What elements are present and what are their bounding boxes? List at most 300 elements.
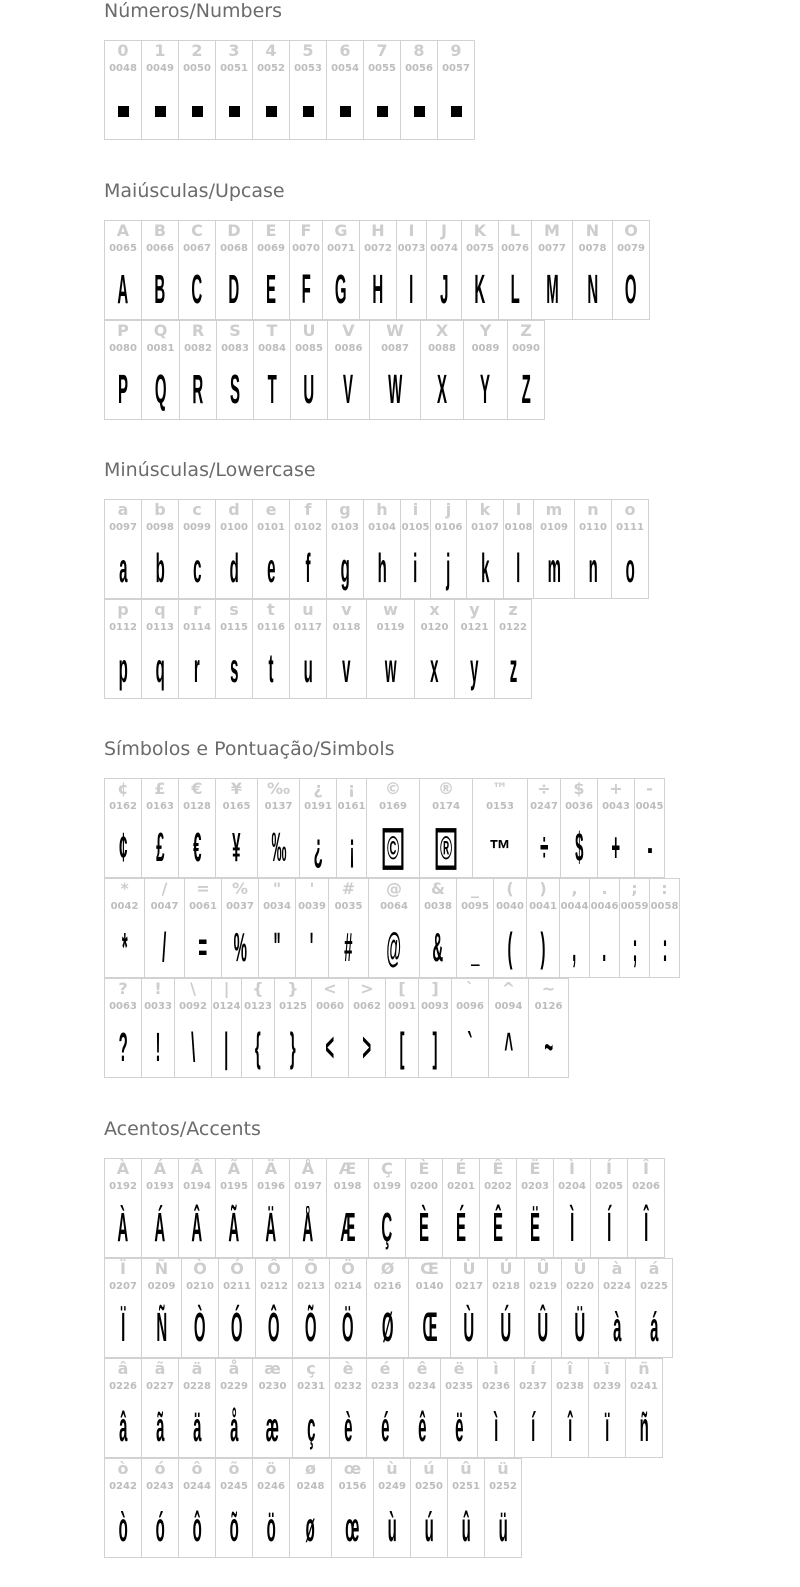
font-glyph — [142, 821, 178, 877]
character-code: 0216 — [373, 1281, 402, 1292]
glyph-sample: W — [387, 368, 403, 413]
font-glyph — [323, 263, 359, 319]
glyph-cell — [311, 978, 349, 1078]
glyph-cell — [327, 320, 370, 420]
glyph-sample: - — [647, 826, 652, 871]
glyph-cell — [252, 40, 290, 140]
glyph-cell — [141, 1358, 179, 1458]
glyph-sample: í — [530, 1406, 536, 1451]
font-glyph — [253, 83, 289, 139]
font-glyph — [478, 1401, 514, 1457]
glyph-sample: Ê — [492, 1206, 503, 1251]
font-glyph — [573, 263, 612, 319]
font-glyph — [636, 1301, 672, 1357]
font-glyph — [620, 921, 649, 977]
font-glyph — [473, 821, 527, 877]
character-code: 0137 — [264, 801, 293, 812]
character-code: 0220 — [566, 1281, 594, 1292]
reference-character: è — [342, 1359, 354, 1378]
character-code: 0087 — [381, 343, 409, 354]
reference-character: z — [508, 600, 518, 619]
glyph-sample: € — [192, 826, 202, 871]
glyph-sample: Ë — [529, 1206, 540, 1251]
glyph-cell — [215, 499, 253, 599]
character-code: 0211 — [223, 1281, 251, 1292]
reference-character: 9 — [450, 41, 462, 60]
glyph-sample: ^ — [504, 1026, 513, 1071]
glyph-cell — [104, 320, 142, 420]
glyph-sample: S — [229, 368, 240, 413]
font-glyph — [185, 921, 221, 977]
glyph-row — [104, 220, 650, 320]
reference-character: ; — [631, 879, 638, 898]
reference-character: 0 — [117, 41, 129, 60]
character-code: 0060 — [316, 1001, 344, 1012]
character-code: 0039 — [298, 901, 326, 912]
font-glyph — [300, 821, 336, 877]
glyph-sample: # — [344, 926, 353, 971]
glyph-sample: & — [432, 926, 444, 971]
font-glyph — [259, 921, 295, 977]
glyph-cell — [289, 499, 327, 599]
glyph-sample: Ä — [265, 1206, 277, 1251]
missing-glyph-square-icon — [377, 106, 388, 117]
font-glyph — [175, 1021, 211, 1077]
reference-character: Ä — [264, 1159, 278, 1178]
font-glyph — [179, 1501, 215, 1557]
character-code: 0163 — [146, 801, 174, 812]
font-glyph — [552, 1401, 588, 1457]
glyph-sample: ó — [155, 1506, 165, 1551]
glyph-sample: ÷ — [539, 826, 549, 871]
glyph-cell — [322, 220, 360, 320]
character-code: 0224 — [603, 1281, 631, 1292]
character-code: 0217 — [455, 1281, 483, 1292]
reference-character: ¡ — [347, 779, 356, 798]
character-code: 0080 — [109, 343, 137, 354]
glyph-cell — [430, 499, 467, 599]
font-glyph — [179, 83, 215, 139]
font-glyph — [529, 1021, 568, 1077]
font-glyph — [142, 542, 178, 598]
reference-character: ( — [506, 879, 514, 898]
character-code: 0058 — [650, 901, 679, 912]
glyph-cell — [348, 978, 386, 1078]
glyph-sample: | — [224, 1026, 229, 1071]
reference-character: œ — [343, 1459, 362, 1478]
reference-character: l — [515, 500, 522, 519]
glyph-cell — [178, 220, 216, 320]
glyph-cell — [215, 1458, 253, 1558]
character-code: 0110 — [579, 522, 607, 533]
glyph-cell — [336, 778, 367, 878]
font-glyph — [364, 542, 400, 598]
font-glyph — [349, 1021, 385, 1077]
glyph-cell — [252, 220, 290, 320]
character-code: 0035 — [334, 901, 363, 912]
glyph-sample: Ñ — [156, 1306, 167, 1351]
font-glyph — [180, 363, 216, 419]
glyph-cell — [241, 978, 275, 1078]
glyph-cell — [498, 220, 532, 320]
glyph-cell — [451, 978, 489, 1078]
glyph-sample: m — [547, 547, 561, 592]
reference-character: , — [571, 879, 578, 898]
character-code: 0065 — [109, 243, 137, 254]
character-code: 0091 — [388, 1001, 416, 1012]
reference-character: ‰ — [266, 779, 291, 798]
font-glyph — [327, 83, 363, 139]
character-code: 0054 — [331, 63, 359, 74]
reference-character: ø — [305, 1459, 316, 1478]
glyph-cell — [289, 40, 327, 140]
reference-character: W — [386, 321, 404, 340]
glyph-sample: ™ — [488, 834, 512, 864]
font-glyph — [598, 821, 634, 877]
glyph-cell — [531, 220, 573, 320]
character-code: 0108 — [504, 522, 533, 533]
font-glyph — [367, 1301, 408, 1357]
character-code: 0119 — [376, 622, 405, 633]
character-code: 0082 — [184, 343, 212, 354]
character-code: 0198 — [333, 1181, 362, 1192]
font-glyph — [534, 542, 574, 598]
reference-character: % — [231, 879, 249, 898]
font-glyph — [397, 263, 426, 319]
glyph-sample: z — [509, 647, 517, 692]
reference-character: F — [300, 221, 312, 240]
font-glyph — [293, 1401, 329, 1457]
reference-character: ì — [493, 1359, 499, 1378]
reference-character: À — [116, 1159, 130, 1178]
font-glyph — [431, 542, 466, 598]
glyph-cell — [289, 1158, 327, 1258]
font-glyph — [517, 1201, 553, 1257]
character-code: 0050 — [183, 63, 211, 74]
glyph-sample: õ — [229, 1506, 239, 1551]
glyph-sample: G — [335, 268, 347, 313]
glyph-cell — [328, 878, 369, 978]
font-glyph — [332, 1501, 373, 1557]
reference-character: V — [342, 321, 355, 340]
character-code: 0066 — [146, 243, 174, 254]
font-glyph — [495, 642, 531, 698]
glyph-sample: ¡ — [349, 826, 354, 871]
section-upcase — [0, 180, 800, 420]
glyph-cell — [400, 40, 438, 140]
reference-character: ê — [416, 1359, 428, 1378]
character-code: 0095 — [461, 901, 489, 912]
reference-character: H — [371, 221, 385, 240]
font-glyph — [367, 821, 419, 877]
glyph-cell — [178, 778, 216, 878]
reference-character: > — [360, 979, 374, 998]
glyph-sample: Ç — [381, 1206, 393, 1251]
glyph-sample: à — [612, 1306, 622, 1351]
font-glyph — [411, 1501, 447, 1557]
character-code: 0034 — [263, 901, 291, 912]
glyph-sample: ) — [540, 926, 546, 971]
glyph-sample: = — [198, 926, 208, 971]
glyph-cell — [420, 320, 464, 420]
glyph-cell — [252, 499, 290, 599]
font-glyph — [142, 1201, 178, 1257]
reference-character: p — [117, 600, 129, 619]
glyph-cell — [329, 1358, 367, 1458]
glyph-cell — [258, 878, 296, 978]
glyph-sample: H — [372, 268, 384, 313]
glyph-sample: ` — [467, 1026, 473, 1071]
reference-character: û — [460, 1459, 472, 1478]
reference-character: M — [544, 221, 560, 240]
glyph-cell — [295, 878, 329, 978]
glyph-sample: è — [343, 1406, 353, 1451]
reference-character: Ö — [341, 1259, 355, 1278]
font-glyph — [427, 263, 461, 319]
character-code: 0196 — [257, 1181, 285, 1192]
glyph-cell — [104, 1358, 142, 1458]
font-glyph — [105, 1501, 141, 1557]
character-code: 0210 — [186, 1281, 214, 1292]
character-code: 0165 — [222, 801, 251, 812]
glyph-sample: N — [587, 268, 598, 313]
reference-character: ó — [154, 1459, 166, 1478]
reference-character: K — [473, 221, 487, 240]
reference-character: - — [646, 779, 653, 798]
font-glyph — [528, 821, 560, 877]
font-glyph — [367, 642, 414, 698]
glyph-sample: P — [117, 368, 128, 413]
glyph-sample: n — [588, 547, 598, 592]
glyph-cell — [179, 320, 217, 420]
reference-character: Ç — [381, 1159, 393, 1178]
reference-character: æ — [264, 1359, 281, 1378]
font-glyph — [212, 1021, 241, 1077]
reference-character: ò — [117, 1459, 129, 1478]
font-glyph — [415, 642, 454, 698]
glyph-sample: + — [611, 826, 621, 871]
character-code: 0205 — [595, 1181, 623, 1192]
character-code: 0193 — [146, 1181, 174, 1192]
reference-character: a — [117, 500, 129, 519]
character-code: 0162 — [109, 801, 137, 812]
glyph-sample: U — [303, 368, 315, 413]
font-glyph — [254, 363, 290, 419]
glyph-cell — [141, 778, 179, 878]
glyph-cell — [292, 1358, 330, 1458]
font-glyph — [312, 1021, 348, 1077]
reference-character: Q — [153, 321, 168, 340]
glyph-sample: œ — [345, 1506, 360, 1551]
glyph-sample: M — [545, 268, 559, 313]
glyph-sample: V — [343, 368, 354, 413]
glyph-sample: v — [342, 647, 351, 692]
glyph-cell — [215, 220, 253, 320]
character-code: 0107 — [471, 522, 499, 533]
reference-character: * — [120, 879, 129, 898]
glyph-sample: ‰ — [271, 826, 286, 871]
glyph-cell — [396, 220, 427, 320]
glyph-sample: J — [439, 268, 449, 313]
font-glyph — [182, 1301, 218, 1357]
reference-character: 5 — [302, 41, 314, 60]
reference-character: È — [418, 1159, 430, 1178]
glyph-cell — [178, 599, 216, 699]
character-code: 0248 — [296, 1481, 325, 1492]
character-code: 0156 — [338, 1481, 367, 1492]
reference-character: j — [445, 500, 452, 519]
glyph-cell — [141, 1458, 179, 1558]
missing-glyph-square-icon — [340, 106, 351, 117]
glyph-sample: L — [510, 268, 520, 313]
character-code: 0233 — [371, 1381, 399, 1392]
glyph-cell — [597, 778, 635, 878]
reference-character: 6 — [339, 41, 351, 60]
glyph-sample: È — [418, 1206, 429, 1251]
glyph-cell — [329, 1258, 367, 1358]
font-glyph — [253, 642, 289, 698]
glyph-cell — [253, 320, 291, 420]
character-code: 0214 — [334, 1281, 362, 1292]
reference-character: U — [302, 321, 316, 340]
glyph-cell — [463, 320, 508, 420]
glyph-cell — [625, 1358, 663, 1458]
character-code: 0084 — [258, 343, 286, 354]
glyph-cell — [363, 40, 401, 140]
glyph-sample: é — [380, 1406, 390, 1451]
reference-character: ô — [191, 1459, 203, 1478]
font-glyph — [508, 363, 544, 419]
character-code: 0140 — [415, 1281, 444, 1292]
section-title: Maiúsculas/Upcase — [104, 180, 285, 202]
character-code: 0073 — [397, 243, 426, 254]
glyph-sample: ù — [387, 1506, 397, 1551]
font-glyph — [420, 821, 472, 877]
reference-character: Z — [520, 321, 532, 340]
glyph-cell — [454, 599, 495, 699]
glyph-sample: ] — [432, 1026, 438, 1071]
character-code: 0037 — [226, 901, 254, 912]
reference-character: c — [192, 500, 202, 519]
glyph-sample: Ú — [500, 1306, 512, 1351]
reference-character: Õ — [304, 1259, 318, 1278]
font-glyph — [404, 1401, 440, 1457]
font-glyph — [329, 921, 368, 977]
reference-character: ' — [309, 879, 315, 898]
glyph-row — [104, 599, 532, 699]
character-code: 0125 — [279, 1001, 307, 1012]
character-code: 0093 — [421, 1001, 449, 1012]
reference-character: ã — [154, 1359, 166, 1378]
reference-character: e — [265, 500, 277, 519]
character-code: 0053 — [294, 63, 322, 74]
reference-character: m — [545, 500, 563, 519]
character-code: 0200 — [410, 1181, 438, 1192]
glyph-cell — [598, 1258, 636, 1358]
reference-character: Ú — [499, 1259, 513, 1278]
glyph-cell — [141, 599, 179, 699]
font-glyph — [105, 921, 144, 977]
reference-character: © — [385, 779, 401, 798]
font-glyph — [142, 1021, 174, 1077]
section-title: Minúsculas/Lowercase — [104, 459, 316, 481]
character-code: 0238 — [556, 1381, 584, 1392]
glyph-cell — [612, 220, 650, 320]
reference-character: . — [601, 879, 608, 898]
glyph-sample: ô — [192, 1506, 202, 1551]
reference-character: [ — [398, 979, 406, 998]
character-code: 0033 — [144, 1001, 172, 1012]
glyph-cell — [178, 1158, 216, 1258]
reference-character: £ — [154, 779, 166, 798]
character-code: 0122 — [499, 622, 527, 633]
reference-character: ú — [423, 1459, 435, 1478]
character-code: 0096 — [456, 1001, 484, 1012]
font-glyph — [327, 642, 366, 698]
font-glyph — [242, 1021, 274, 1077]
reference-character: O — [624, 221, 638, 240]
reference-character: ë — [453, 1359, 465, 1378]
glyph-sample: d — [229, 547, 239, 592]
glyph-sample: Ó — [231, 1306, 243, 1351]
character-code: 0055 — [368, 63, 396, 74]
reference-character: ä — [191, 1359, 203, 1378]
reference-character: < — [323, 979, 337, 998]
glyph-sample: ; — [632, 926, 637, 971]
glyph-sample: y — [470, 647, 479, 692]
reference-character: ! — [154, 979, 162, 998]
reference-character: + — [609, 779, 623, 798]
character-code: 0116 — [257, 622, 285, 633]
glyph-sample: p — [118, 647, 128, 692]
font-glyph — [290, 1501, 331, 1557]
glyph-row — [104, 1358, 663, 1458]
glyph-sample: ø — [305, 1506, 316, 1551]
reference-character: 1 — [154, 41, 166, 60]
glyph-sample: h — [377, 547, 387, 592]
reference-character: / — [161, 879, 168, 898]
glyph-sample: . — [602, 926, 607, 971]
font-glyph — [452, 1021, 488, 1077]
glyph-sample: t — [268, 647, 274, 692]
character-code: 0109 — [540, 522, 568, 533]
font-glyph — [328, 363, 369, 419]
reference-character: Ñ — [154, 1259, 169, 1278]
font-glyph — [216, 83, 252, 139]
glyph-cell — [551, 1358, 589, 1458]
glyph-row — [104, 1258, 673, 1358]
character-code: 0113 — [146, 622, 174, 633]
font-glyph — [409, 1301, 450, 1357]
reference-character: ~ — [541, 979, 556, 998]
reference-character: ™ — [492, 779, 508, 798]
glyph-cell — [488, 978, 529, 1078]
reference-character: k — [479, 500, 491, 519]
glyph-sample: ' — [310, 926, 314, 971]
character-code: 0104 — [368, 522, 396, 533]
glyph-sample: Á — [154, 1206, 166, 1251]
font-glyph — [441, 1401, 477, 1457]
glyph-cell — [503, 499, 534, 599]
font-glyph — [256, 1301, 292, 1357]
character-code: 0199 — [373, 1181, 401, 1192]
font-glyph — [560, 921, 589, 977]
character-code: 0227 — [146, 1381, 174, 1392]
glyph-cell — [419, 878, 457, 978]
reference-character: w — [383, 600, 398, 619]
reference-character: 7 — [376, 41, 388, 60]
reference-character: Â — [190, 1159, 204, 1178]
